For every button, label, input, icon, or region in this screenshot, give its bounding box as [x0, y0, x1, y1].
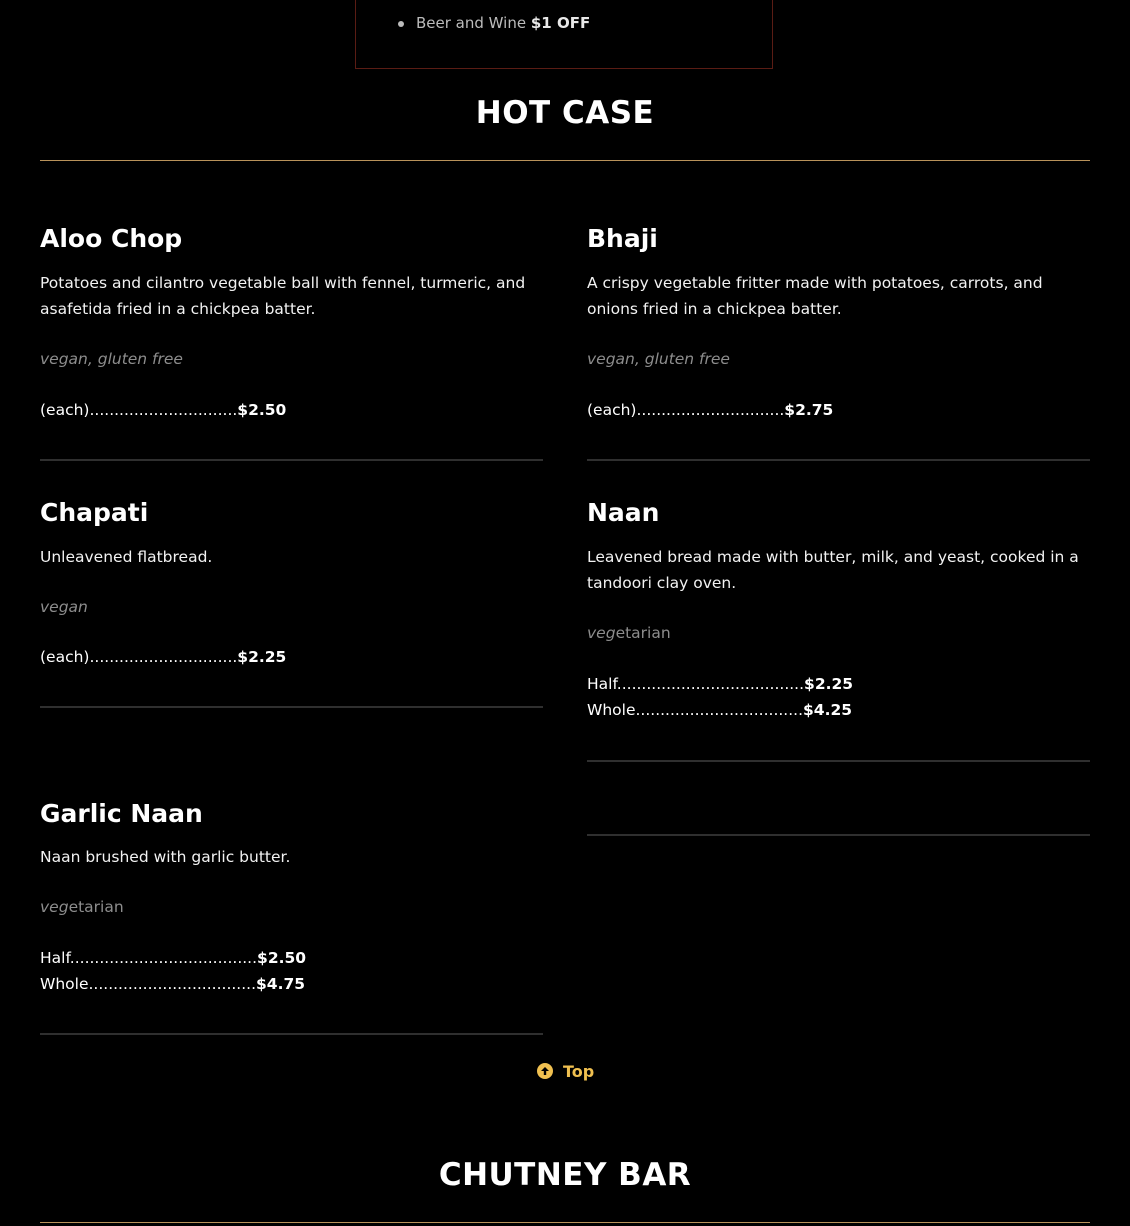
price-amount: $2.50	[257, 949, 307, 967]
price-row	[587, 397, 833, 423]
price-dots: ..............................	[89, 648, 238, 666]
section-divider	[40, 1222, 1090, 1223]
item-name: Chapati	[40, 498, 149, 527]
section-title-hot-case: HOT CASE	[475, 95, 655, 131]
price-amount: $2.25	[804, 675, 854, 693]
price-label: Half	[587, 675, 617, 693]
price-label: (each)	[587, 401, 637, 419]
item-name: Aloo Chop	[40, 224, 183, 253]
item-divider	[587, 459, 1090, 461]
top-label: Top	[563, 1061, 595, 1081]
item-tags: vegan	[40, 598, 88, 616]
price-label: (each)	[40, 648, 90, 666]
price-row	[40, 971, 305, 997]
section-title-chutney-bar: CHUTNEY BAR	[438, 1157, 692, 1193]
item-divider	[587, 834, 1090, 836]
menu-item-aloo-chop	[40, 224, 543, 419]
price-label: Half	[40, 949, 70, 967]
item-tags	[587, 620, 671, 646]
price-dots: ..................................	[635, 701, 804, 719]
section-divider	[40, 160, 1090, 161]
price-amount: $4.25	[803, 701, 853, 719]
price-row	[40, 397, 286, 423]
item-divider	[587, 760, 1090, 762]
back-to-top-link[interactable]	[537, 1058, 594, 1084]
price-amount: $4.75	[256, 975, 306, 993]
price-dots: ......................................	[616, 675, 805, 693]
item-tags: vegan, gluten free	[587, 350, 730, 368]
price-dots: ..............................	[89, 401, 238, 419]
item-name: Naan	[587, 498, 660, 527]
item-description: Unleavened flatbread.	[40, 548, 213, 566]
item-description: Leavened bread made with butter, milk, and yeast, cooked in a tandoori clay oven.	[587, 548, 1079, 592]
special-item: Beer and Wine $1 OFF	[416, 10, 590, 36]
tag-rest: etarian	[68, 898, 124, 916]
tag-italic: veg	[587, 624, 616, 642]
item-divider	[40, 459, 543, 461]
item-name: Garlic Naan	[40, 799, 203, 828]
menu-item-garlic-naan	[40, 799, 543, 993]
price-row	[40, 945, 306, 971]
price-label: Whole	[587, 701, 636, 719]
price-amount: $2.25	[237, 648, 287, 666]
item-tags	[40, 894, 124, 920]
price-row	[40, 644, 286, 670]
specials-box	[355, 0, 773, 69]
menu-item-chapati	[40, 498, 543, 666]
price-label: (each)	[40, 401, 90, 419]
tag-rest: etarian	[615, 624, 671, 642]
item-name: Bhaji	[587, 224, 658, 253]
item-description: Potatoes and cilantro vegetable ball with fennel, turmeric, and asafetida fried in a chickpea batter.	[40, 274, 526, 318]
item-description: A crispy vegetable fritter made with potatoes, carrots, and onions fried in a chickpea batter.	[587, 274, 1043, 318]
item-description: Naan brushed with garlic butter.	[40, 848, 291, 866]
price-label: Whole	[40, 975, 89, 993]
price-amount: $2.50	[237, 401, 287, 419]
menu-item-naan	[587, 498, 1090, 719]
arrow-up-circle-icon	[537, 1063, 553, 1079]
price-dots: ..............................	[636, 401, 785, 419]
item-tags: vegan, gluten free	[40, 350, 183, 368]
item-divider	[40, 706, 543, 708]
price-row	[587, 671, 853, 697]
item-divider	[40, 1033, 543, 1035]
price-row	[587, 697, 852, 723]
price-amount: $2.75	[784, 401, 834, 419]
price-dots: ..................................	[88, 975, 257, 993]
menu-item-bhaji	[587, 224, 1090, 419]
price-dots: ......................................	[69, 949, 258, 967]
tag-italic: veg	[40, 898, 69, 916]
